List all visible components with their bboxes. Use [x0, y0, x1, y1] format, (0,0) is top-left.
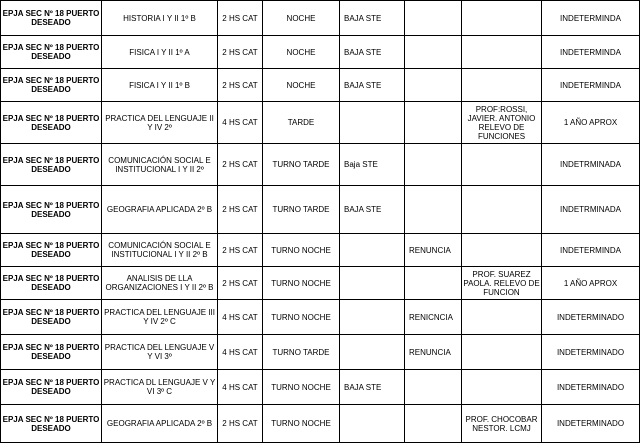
school-cell: EPJA SEC Nº 18 PUERTO DESEADO — [1, 144, 102, 186]
reason-cell — [405, 1, 462, 36]
table-row — [1, 234, 640, 267]
status-cell — [340, 405, 405, 443]
shift-cell: TURNO TARDE — [263, 144, 340, 186]
replacement-cell: PROF. CHOCOBAR NESTOR. LCMJ — [462, 405, 542, 443]
hours-cell: 2 HS CAT — [218, 234, 263, 267]
duration-cell: INDETRMINADA — [542, 186, 640, 234]
reason-cell — [405, 267, 462, 300]
subject-cell: PRACTICA DEL LENGUAJE III Y IV 2º C — [102, 300, 218, 335]
hours-cell: 2 HS CAT — [218, 144, 263, 186]
replacement-cell — [462, 186, 542, 234]
status-cell — [340, 234, 405, 267]
school-cell: EPJA SEC Nº 18 PUERTO DESEADO — [1, 234, 102, 267]
hours-cell: 4 HS CAT — [218, 300, 263, 335]
status-cell — [340, 335, 405, 370]
subject-cell: HISTORIA I Y II 1º B — [102, 1, 218, 36]
shift-cell: TURNO NOCHE — [263, 300, 340, 335]
duration-cell: 1 AÑO APROX — [542, 267, 640, 300]
shift-cell: TARDE — [263, 102, 340, 144]
subject-cell: FISICA I Y II 1º B — [102, 69, 218, 102]
subject-cell: PRACTICA DEL LENGUAJE II Y IV 2º — [102, 102, 218, 144]
status-cell: BAJA STE — [340, 1, 405, 36]
hours-cell: 2 HS CAT — [218, 69, 263, 102]
shift-cell: TURNO TARDE — [263, 186, 340, 234]
school-cell: EPJA SEC Nº 18 PUERTO DESEADO — [1, 267, 102, 300]
subject-cell: ANALISIS DE LLA ORGANIZACIONES I Y II 2º B — [102, 267, 218, 300]
replacement-cell — [462, 36, 542, 69]
status-cell: BAJA STE — [340, 69, 405, 102]
school-cell: EPJA SEC Nº 18 PUERTO DESEADO — [1, 36, 102, 69]
replacement-cell — [462, 335, 542, 370]
table-row — [1, 186, 640, 234]
replacement-cell — [462, 1, 542, 36]
replacement-cell: PROF. SUAREZ PAOLA. RELEVO DE FUNCION — [462, 267, 542, 300]
duration-cell: INDETERMINDA — [542, 1, 640, 36]
table-row — [1, 370, 640, 405]
duration-cell: INDETERMINDA — [542, 69, 640, 102]
replacement-cell — [462, 370, 542, 405]
table-row — [1, 267, 640, 300]
hours-cell: 4 HS CAT — [218, 370, 263, 405]
shift-cell: TURNO TARDE — [263, 335, 340, 370]
hours-cell: 2 HS CAT — [218, 405, 263, 443]
school-cell: EPJA SEC Nº 18 PUERTO DESEADO — [1, 300, 102, 335]
hours-cell: 2 HS CAT — [218, 186, 263, 234]
status-cell — [340, 267, 405, 300]
reason-cell — [405, 370, 462, 405]
table-row — [1, 102, 640, 144]
status-cell: Baja STE — [340, 144, 405, 186]
hours-cell: 2 HS CAT — [218, 267, 263, 300]
duration-cell: INDETRMINADA — [542, 144, 640, 186]
table-row — [1, 300, 640, 335]
replacement-cell — [462, 234, 542, 267]
replacement-cell — [462, 69, 542, 102]
reason-cell: RENICNCIA — [405, 300, 462, 335]
school-cell: EPJA SEC Nº 18 PUERTO DESEADO — [1, 370, 102, 405]
hours-cell: 4 HS CAT — [218, 102, 263, 144]
subject-cell: COMUNICACIÓN SOCIAL E INSTITUCIONAL I Y II 2º — [102, 144, 218, 186]
shift-cell: TURNO NOCHE — [263, 405, 340, 443]
replacement-cell: PROF:ROSSI, JAVIER. ANTONIO RELEVO DE FUNCIONES — [462, 102, 542, 144]
duration-cell: INDETERMINDA — [542, 234, 640, 267]
shift-cell: NOCHE — [263, 36, 340, 69]
replacement-cell — [462, 144, 542, 186]
hours-cell: 2 HS CAT — [218, 1, 263, 36]
status-cell — [340, 300, 405, 335]
subject-cell: PRACTICA DL LENGUAJE V Y VI 3º C — [102, 370, 218, 405]
shift-cell: TURNO NOCHE — [263, 234, 340, 267]
subject-cell: GEOGRAFIA APLICADA 2º B — [102, 186, 218, 234]
subject-cell: COMUNICACIÓN SOCIAL E INSTITUCIONAL I Y II 2º B — [102, 234, 218, 267]
shift-cell: NOCHE — [263, 69, 340, 102]
duration-cell: INDETERMINDA — [542, 36, 640, 69]
reason-cell — [405, 186, 462, 234]
hours-cell: 4 HS CAT — [218, 335, 263, 370]
shift-cell: TURNO NOCHE — [263, 370, 340, 405]
status-cell: BAJA STE — [340, 186, 405, 234]
subject-cell: GEOGRAFIA APLICADA 2º B — [102, 405, 218, 443]
duration-cell: INDETERMINADO — [542, 405, 640, 443]
reason-cell: RENUNCIA — [405, 234, 462, 267]
reason-cell — [405, 405, 462, 443]
duration-cell: 1 AÑO APROX — [542, 102, 640, 144]
subject-cell: PRACTICA DEL LENGUAJE V Y VI 3º — [102, 335, 218, 370]
reason-cell: RENUNCIA — [405, 335, 462, 370]
school-cell: EPJA SEC Nº 18 PUERTO DESEADO — [1, 405, 102, 443]
school-cell: EPJA SEC Nº 18 PUERTO DESEADO — [1, 102, 102, 144]
replacement-cell — [462, 300, 542, 335]
school-cell: EPJA SEC Nº 18 PUERTO DESEADO — [1, 69, 102, 102]
duration-cell: INDETERMINADO — [542, 370, 640, 405]
status-cell — [340, 102, 405, 144]
status-cell: BAJA STE — [340, 370, 405, 405]
table-row — [1, 1, 640, 36]
table-row — [1, 405, 640, 443]
shift-cell: TURNO NOCHE — [263, 267, 340, 300]
school-cell: EPJA SEC Nº 18 PUERTO DESEADO — [1, 335, 102, 370]
reason-cell — [405, 144, 462, 186]
subject-cell: FISICA I Y II 1º A — [102, 36, 218, 69]
school-cell: EPJA SEC Nº 18 PUERTO DESEADO — [1, 186, 102, 234]
reason-cell — [405, 102, 462, 144]
table-row — [1, 69, 640, 102]
hours-cell: 2 HS CAT — [218, 36, 263, 69]
table-row — [1, 36, 640, 69]
reason-cell — [405, 36, 462, 69]
school-cell: EPJA SEC Nº 18 PUERTO DESEADO — [1, 1, 102, 36]
shift-cell: NOCHE — [263, 1, 340, 36]
table-row — [1, 144, 640, 186]
table-row — [1, 335, 640, 370]
status-cell: BAJA STE — [340, 36, 405, 69]
reason-cell — [405, 69, 462, 102]
duration-cell: INDETERMINADO — [542, 300, 640, 335]
duration-cell: INDETERMINADO — [542, 335, 640, 370]
